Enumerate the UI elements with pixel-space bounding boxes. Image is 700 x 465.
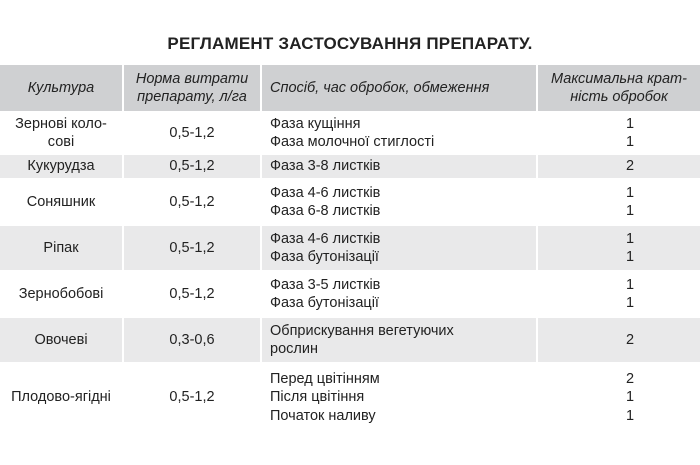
table-row	[0, 179, 700, 225]
method-cell: Перед цвітінням Після цвітіння Початок наливу	[261, 363, 537, 431]
crop-cell: Кукурудза	[0, 154, 123, 179]
crop-cell: Зернові коло- сові	[0, 112, 123, 154]
document-title: РЕГЛАМЕНТ ЗАСТОСУВАННЯ ПРЕПАРАТУ.	[167, 34, 533, 53]
header-method: Спосіб, час обробок, обмеження	[261, 65, 537, 112]
max-cell: 1 1	[537, 112, 700, 154]
header-max: Максимальна крат- ність обробок	[537, 65, 700, 112]
header-norm: Норма витрати препарату, л/га	[123, 65, 261, 112]
table-row	[0, 271, 700, 317]
max-cell: 1 1	[537, 271, 700, 317]
norm-cell: 0,5-1,2	[123, 225, 261, 271]
method-cell: Фаза 3-5 листків Фаза бутонізації	[261, 271, 537, 317]
method-cell: Фаза 4-6 листків Фаза 6-8 листків	[261, 179, 537, 225]
max-cell: 1 1	[537, 225, 700, 271]
max-cell: 2	[537, 154, 700, 179]
max-cell: 2 1 1	[537, 363, 700, 431]
method-cell: Обприскування вегетуючих рослин	[261, 317, 537, 363]
table-row	[0, 363, 700, 431]
regulation-table	[0, 65, 700, 431]
table-row	[0, 225, 700, 271]
header-crop: Культура	[0, 65, 123, 112]
table-row	[0, 112, 700, 154]
norm-cell: 0,5-1,2	[123, 363, 261, 431]
norm-cell: 0,5-1,2	[123, 112, 261, 154]
crop-cell: Овочеві	[0, 317, 123, 363]
method-cell: Фаза 3-8 листків	[261, 154, 537, 179]
norm-cell: 0,5-1,2	[123, 271, 261, 317]
crop-cell: Ріпак	[0, 225, 123, 271]
max-cell: 2	[537, 317, 700, 363]
norm-cell: 0,5-1,2	[123, 179, 261, 225]
crop-cell: Соняшник	[0, 179, 123, 225]
table-row	[0, 317, 700, 363]
crop-cell: Зернобобові	[0, 271, 123, 317]
method-cell: Фаза 4-6 листків Фаза бутонізації	[261, 225, 537, 271]
table-header-row	[0, 65, 700, 112]
norm-cell: 0,3-0,6	[123, 317, 261, 363]
table-row	[0, 154, 700, 179]
method-cell: Фаза кущіння Фаза молочної стиглості	[261, 112, 537, 154]
crop-cell: Плодово-ягідні	[0, 363, 123, 431]
max-cell: 1 1	[537, 179, 700, 225]
norm-cell: 0,5-1,2	[123, 154, 261, 179]
